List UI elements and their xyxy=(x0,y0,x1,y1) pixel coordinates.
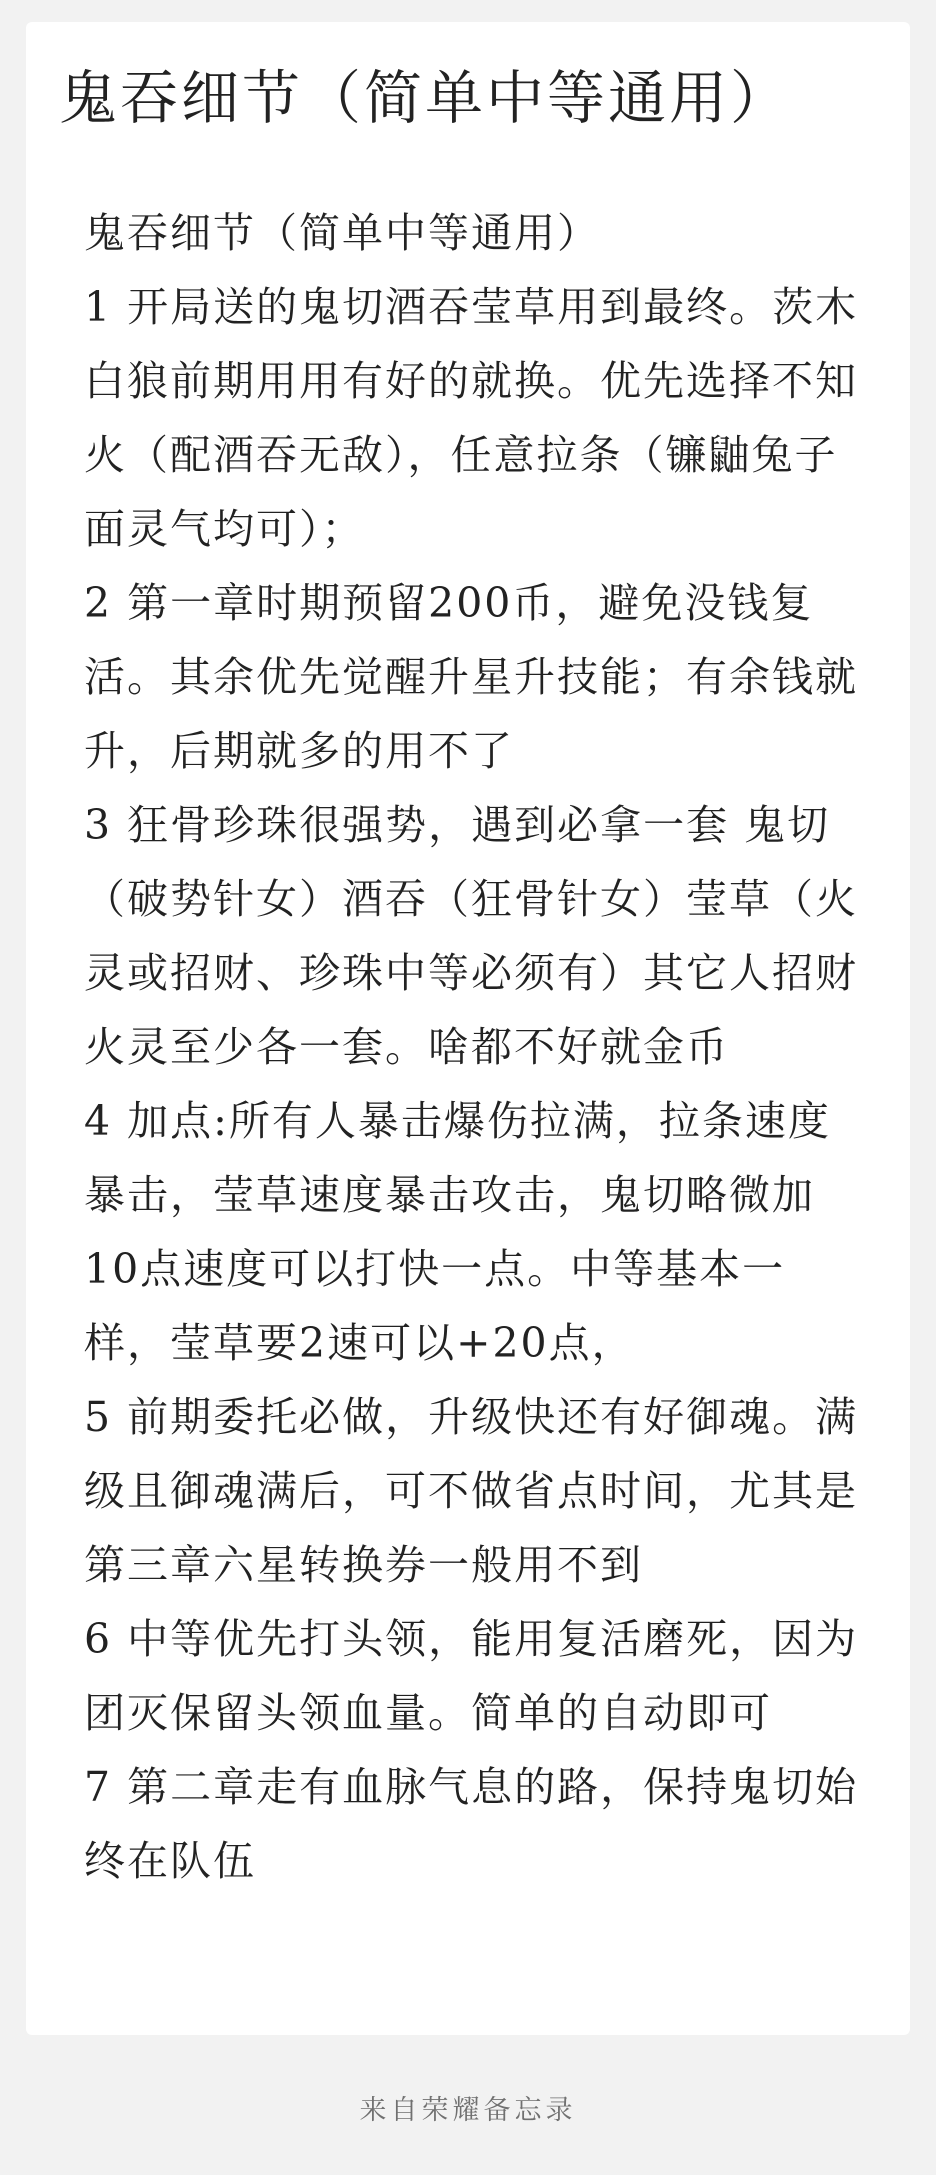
note-paragraph: 2 第一章时期预留200币，避免没钱复活。其余优先觉醒升星升技能；有余钱就升，后期就多的用不了 xyxy=(84,579,858,775)
note-paragraph: 7 第二章走有血脉气息的路，保持鬼切始终在队伍 xyxy=(84,1763,859,1885)
note-paragraph: 鬼吞细节（简单中等通用） xyxy=(84,209,600,257)
note-paragraph: 1 开局送的鬼切酒吞莹草用到最终。茨木白狼前期用用有好的就换。优先选择不知火（配酒吞无敌），任意拉条（镰鼬兔子面灵气均可）； xyxy=(84,283,859,553)
note-paragraph: 5 前期委托必做，升级快还有好御魂。满级且御魂满后，可不做省点时间，尤其是第三章六星转换券一般用不到 xyxy=(84,1393,859,1589)
note-paragraph: 4 加点:所有人暴击爆伤拉满，拉条速度暴击，莹草速度暴击攻击，鬼切略微加10点速度可以打快一点。中等基本一样，莹草要2速可以+20点， xyxy=(84,1097,831,1367)
note-body[interactable] xyxy=(84,196,860,1898)
footer xyxy=(0,2040,936,2175)
note-paragraph: 6 中等优先打头领，能用复活磨死，因为团灭保留头领血量。简单的自动即可 xyxy=(84,1615,859,1737)
footer-source-text: 来自荣耀备忘录 xyxy=(359,2095,577,2126)
note-paragraph: 3 狂骨珍珠很强势，遇到必拿一套 鬼切（破势针女）酒吞（狂骨针女）莹草（火灵或招财、珍珠中等必须有）其它人招财火灵至少各一套。啥都不好就金币 xyxy=(84,801,858,1071)
note-title: 鬼吞细节（简单中等通用） xyxy=(59,64,792,132)
